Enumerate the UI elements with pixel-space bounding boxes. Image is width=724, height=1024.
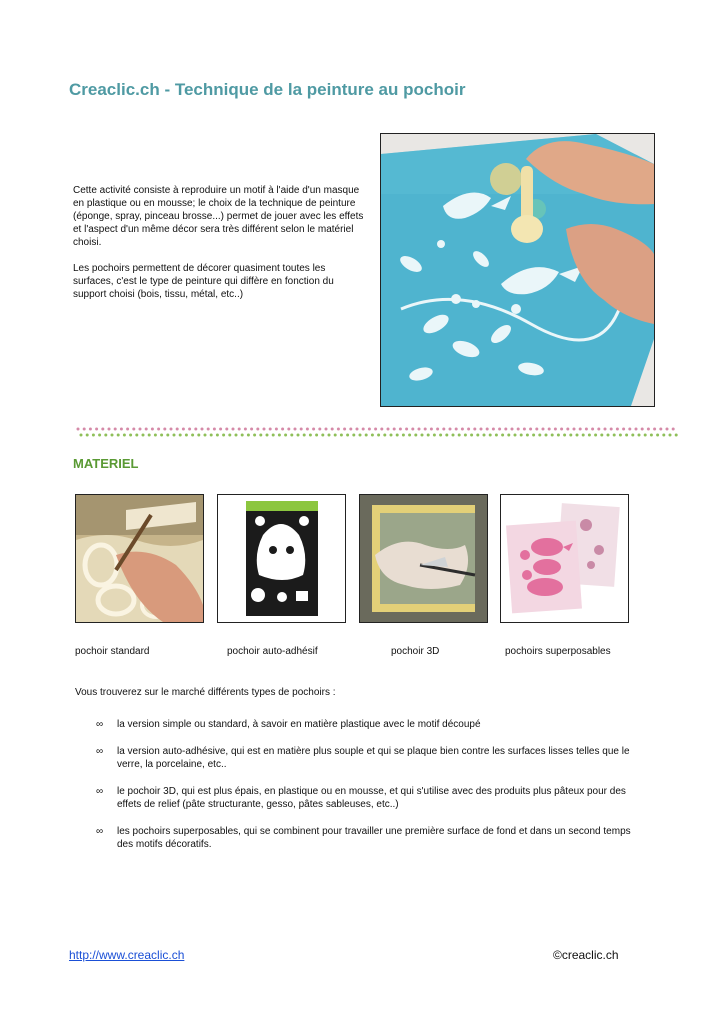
photo-pochoir-standard xyxy=(75,494,204,623)
list-item: ∞ les pochoirs superposables, qui se combinent pour travailler une première surface de fond et dans un second temps des motifs décoratifs. xyxy=(96,826,631,850)
intro-paragraph-2: Les pochoirs permettent de décorer quasiment toutes les surfaces, c'est le type de peinture qui diffère en fonction du support choisi (bois, tissu, métal, etc..) xyxy=(73,263,334,300)
infinity-bullet-icon: ∞ xyxy=(96,719,104,730)
pochoir-types-list xyxy=(96,718,636,865)
page-title: Creaclic.ch - Technique de la peinture au pochoir xyxy=(69,80,466,99)
caption-pochoirs-superposables: pochoirs superposables xyxy=(505,646,611,657)
intro-text xyxy=(73,184,368,314)
list-item: ∞ le pochoir 3D, qui est plus épais, en plastique ou en mousse, et qui s'utilise avec des produits plus pâteux pour des effets de relief (pâte structurante, gesso, pâtes sableuses, etc..) xyxy=(96,786,626,810)
infinity-bullet-icon: ∞ xyxy=(96,826,104,837)
list-item: ∞ la version auto-adhésive, qui est en matière plus souple et qui se plaque bien contre les surfaces lisses telles que le verre, la porcelaine, etc.. xyxy=(96,746,630,770)
list-intro: Vous trouverez sur le marché différents types de pochoirs : xyxy=(75,687,336,698)
caption-pochoir-auto-adhesif: pochoir auto-adhésif xyxy=(227,646,318,657)
section-heading-materiel: MATERIEL xyxy=(73,456,139,471)
decorative-dotted-divider xyxy=(76,426,678,438)
photo-pochoir-3d xyxy=(359,494,488,623)
infinity-bullet-icon: ∞ xyxy=(96,746,104,757)
caption-pochoir-3d: pochoir 3D xyxy=(391,646,440,657)
footer-website-link[interactable]: http://www.creaclic.ch xyxy=(69,948,185,962)
footer-copyright: ©creaclic.ch xyxy=(553,948,619,962)
photo-pochoirs-superposables xyxy=(500,494,629,623)
intro-paragraph-1: Cette activité consiste à reproduire un motif à l'aide d'un masque en plastique ou en mousse; le choix de la technique de peinture (éponge, spray, pinceau brosse...) permet de jouer avec les effets et l'aspect d'un même décor sera très différent selon le matériel choisi. xyxy=(73,185,364,248)
photo-pochoir-auto-adhesif xyxy=(217,494,346,623)
infinity-bullet-icon: ∞ xyxy=(96,786,104,797)
hero-stencil-photo xyxy=(380,133,655,407)
list-item: ∞ la version simple ou standard, à savoir en matière plastique avec le motif découpé xyxy=(96,719,481,730)
caption-pochoir-standard: pochoir standard xyxy=(75,646,150,657)
